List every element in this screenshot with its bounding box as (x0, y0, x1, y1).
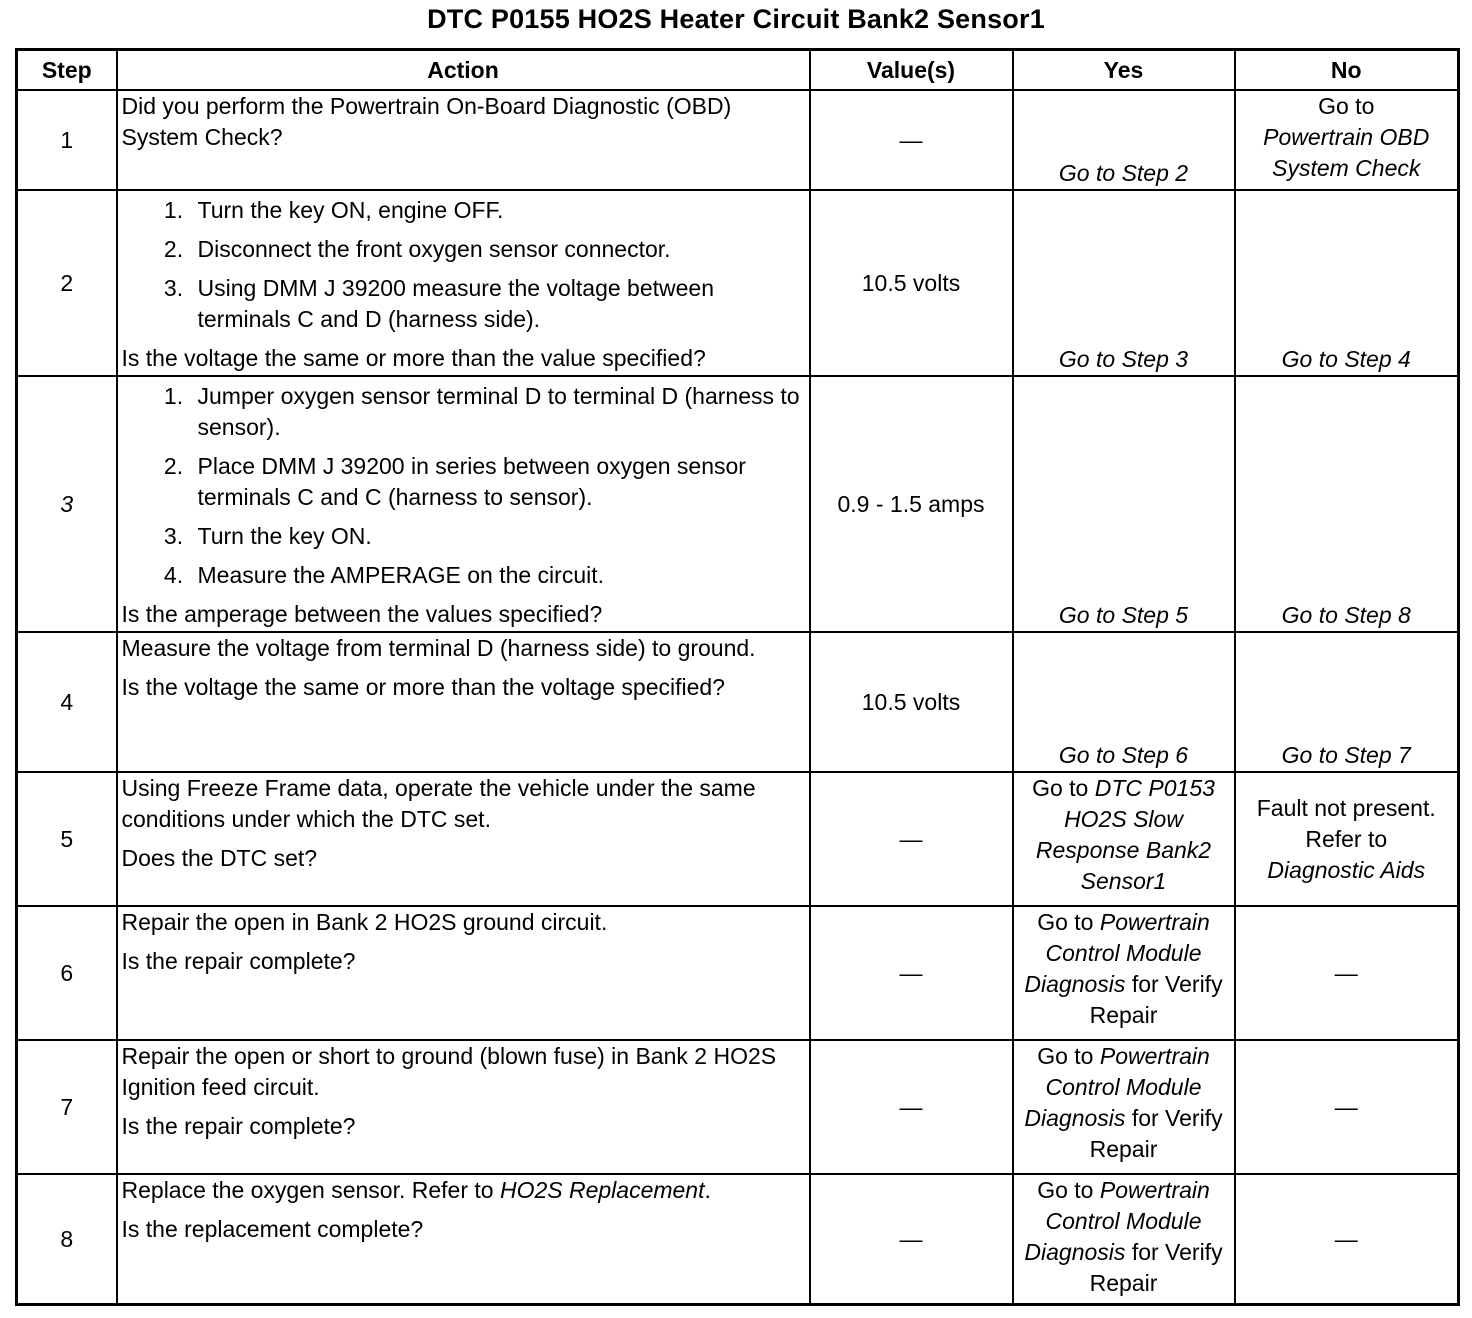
no-line2: Refer to (1305, 825, 1388, 852)
action-prefix: Replace the oxygen sensor. Refer to (121, 1177, 494, 1203)
yes-link: Powertrain Control Module Diagnosis (1024, 909, 1210, 997)
value-cell: 10.5 volts (810, 190, 1013, 376)
table-row (17, 906, 1459, 1040)
action-steps-list (122, 381, 805, 591)
yes-suffix: for Verify Repair (1089, 971, 1223, 1028)
no-cell: Go to Step 7 (1235, 632, 1459, 772)
action-question: Is the voltage the same or more than the voltage specified? (121, 674, 725, 700)
action-step: 1. Turn the key ON, engine OFF. (190, 195, 805, 226)
yes-prefix: Go to (1037, 1043, 1094, 1069)
action-step: 1. Jumper oxygen sensor terminal D to terminal D (harness to sensor). (190, 381, 805, 443)
yes-prefix: Go to (1037, 909, 1094, 935)
action-question: Is the repair complete? (121, 948, 356, 974)
action-text: Repair the open or short to ground (blown fuse) in Bank 2 HO2S Ignition feed circuit. (121, 1043, 777, 1100)
yes-cell: Go to Step 5 (1013, 376, 1235, 632)
no-link: Powertrain OBD System Check (1263, 124, 1430, 181)
action-step: 3. Turn the key ON. (190, 521, 805, 552)
step-number: 4 (17, 632, 117, 772)
action-question: Is the replacement complete? (121, 1216, 424, 1242)
table-row (17, 632, 1459, 772)
action-suffix: . (704, 1177, 711, 1203)
action-reference: HO2S Replacement (499, 1177, 705, 1203)
action-step: 2. Place DMM J 39200 in series between oxygen sensor terminals C and C (harness to sensor). (190, 451, 805, 513)
value-cell: 0.9 - 1.5 amps (810, 376, 1013, 632)
no-prefix: Go to (1318, 93, 1375, 119)
table-row (17, 190, 1459, 376)
action-cell (117, 772, 810, 906)
step-number: 2 (17, 190, 117, 376)
value-cell: 10.5 volts (810, 632, 1013, 772)
action-step: 4. Measure the AMPERAGE on the circuit. (190, 560, 805, 591)
no-cell: — (1235, 1040, 1459, 1174)
no-cell: — (1235, 1174, 1459, 1305)
yes-cell (1013, 772, 1235, 906)
step-number: 3 (17, 376, 117, 632)
action-text: Did you perform the Powertrain On-Board Diagnostic (OBD) System Check? (121, 93, 732, 150)
action-cell (117, 190, 810, 376)
table-row (17, 376, 1459, 632)
action-question: Is the repair complete? (121, 1113, 356, 1139)
yes-cell: Go to Step 2 (1013, 90, 1235, 190)
step-number: 1 (17, 90, 117, 190)
header-no: No (1235, 50, 1459, 91)
no-cell: Go to Step 4 (1235, 190, 1459, 376)
yes-cell: Go to Step 3 (1013, 190, 1235, 376)
step-number: 7 (17, 1040, 117, 1174)
table-row (17, 1040, 1459, 1174)
yes-link: Powertrain Control Module Diagnosis (1024, 1177, 1210, 1265)
value-cell: — (810, 1040, 1013, 1174)
action-text: Using Freeze Frame data, operate the vehicle under the same conditions under which the DTC set. (121, 775, 756, 832)
action-step: 2. Disconnect the front oxygen sensor connector. (190, 234, 805, 265)
action-cell (117, 376, 810, 632)
no-cell: Go to Step 8 (1235, 376, 1459, 632)
action-cell (117, 90, 810, 190)
step-number: 5 (17, 772, 117, 906)
no-cell: — (1235, 906, 1459, 1040)
table-header-row (17, 50, 1459, 91)
no-cell (1235, 772, 1459, 906)
action-steps-list (122, 195, 805, 335)
no-link: Diagnostic Aids (1267, 856, 1426, 883)
value-cell: — (810, 772, 1013, 906)
no-cell (1235, 90, 1459, 190)
yes-link: DTC P0153 HO2S Slow Response Bank2 Sensor1 (1035, 775, 1215, 894)
action-cell (117, 1174, 810, 1305)
table-row (17, 772, 1459, 906)
yes-prefix: Go to (1037, 1177, 1094, 1203)
action-cell (117, 906, 810, 1040)
step-number: 6 (17, 906, 117, 1040)
value-cell: — (810, 906, 1013, 1040)
action-text: Measure the voltage from terminal D (harness side) to ground. (121, 635, 756, 661)
table-row (17, 90, 1459, 190)
value-cell: — (810, 1174, 1013, 1305)
page-title: DTC P0155 HO2S Heater Circuit Bank2 Sensor1 (427, 4, 1045, 34)
yes-suffix: for Verify Repair (1089, 1239, 1223, 1296)
value-cell: — (810, 90, 1013, 190)
header-values: Value(s) (810, 50, 1013, 91)
yes-cell (1013, 1040, 1235, 1174)
action-step: 3. Using DMM J 39200 measure the voltage between terminals C and D (harness side). (190, 273, 805, 335)
header-yes: Yes (1013, 50, 1235, 91)
yes-prefix: Go to (1032, 775, 1089, 801)
yes-cell (1013, 1174, 1235, 1305)
action-text (122, 1175, 805, 1206)
table-row (17, 1174, 1459, 1305)
yes-link: Powertrain Control Module Diagnosis (1024, 1043, 1210, 1131)
action-question: Is the voltage the same or more than the value specified? (121, 345, 706, 371)
header-step: Step (17, 50, 117, 91)
header-action: Action (117, 50, 810, 91)
no-line1: Fault not present. (1256, 794, 1436, 821)
action-question: Is the amperage between the values specified? (121, 601, 603, 627)
step-number: 8 (17, 1174, 117, 1305)
action-text: Repair the open in Bank 2 HO2S ground circuit. (121, 909, 608, 935)
yes-suffix: for Verify Repair (1089, 1105, 1223, 1162)
diagnostic-table (15, 48, 1460, 1306)
yes-cell (1013, 906, 1235, 1040)
action-question: Does the DTC set? (121, 845, 318, 871)
action-cell (117, 1040, 810, 1174)
yes-cell: Go to Step 6 (1013, 632, 1235, 772)
action-cell (117, 632, 810, 772)
